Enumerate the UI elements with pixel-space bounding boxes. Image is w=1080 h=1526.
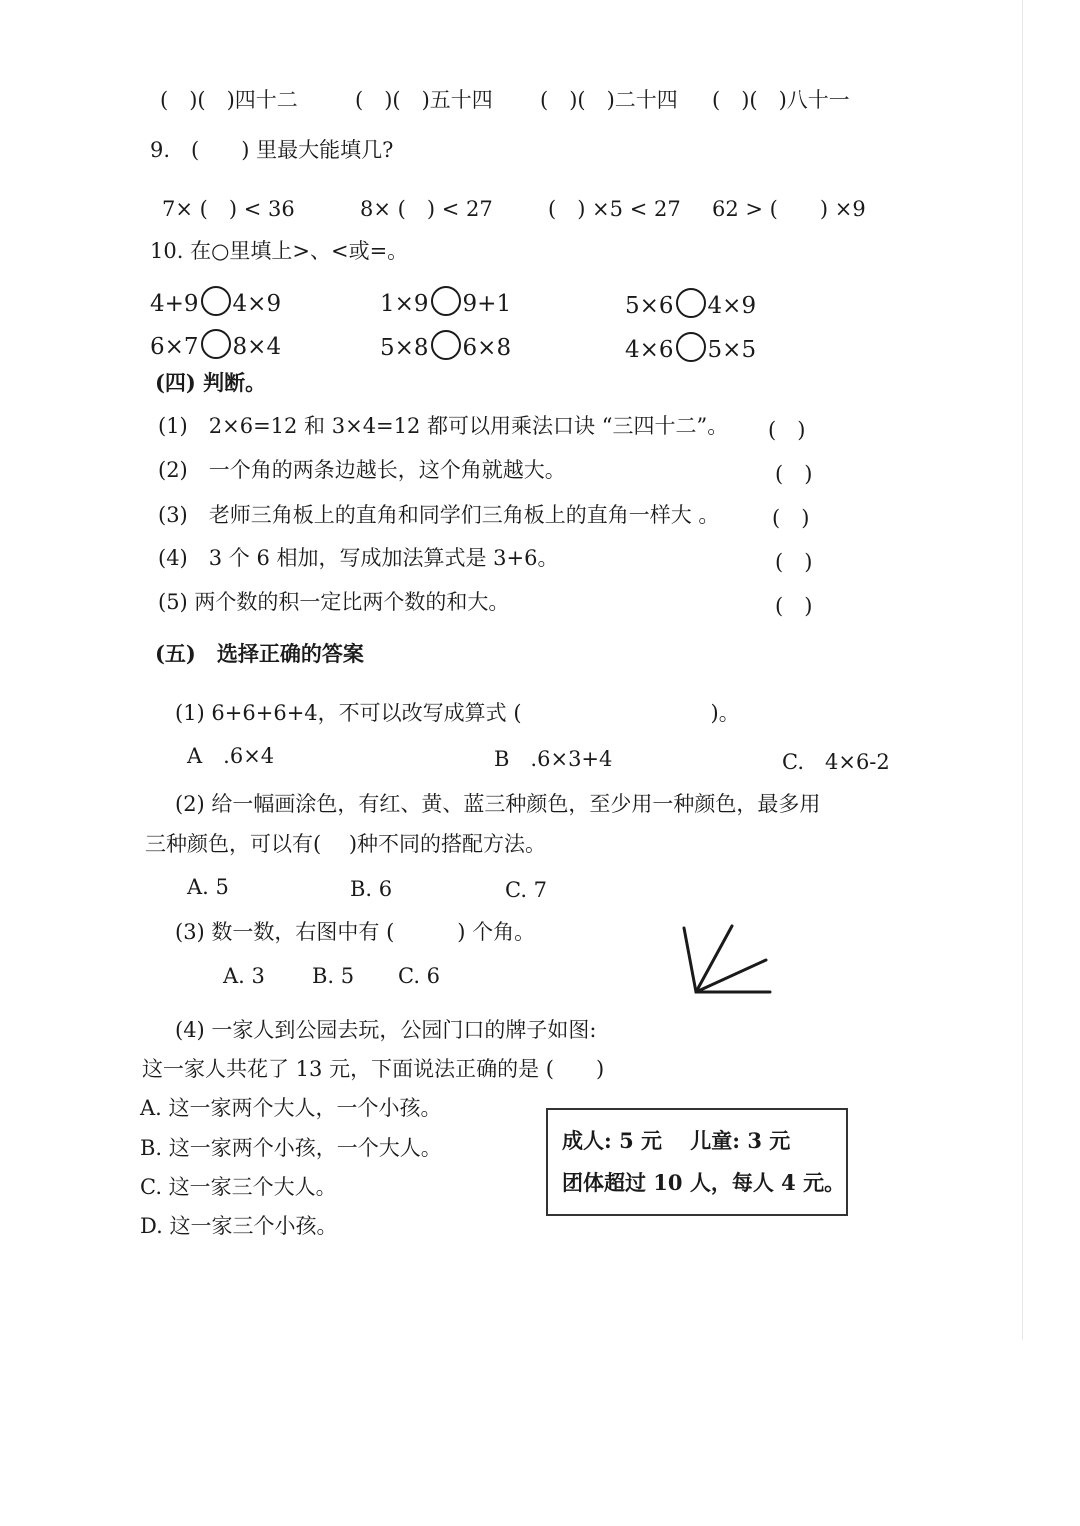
judge-item-1: (1) 2×6=12 和 3×4=12 都可以用乘法口诀 “三四十二”。 (158, 414, 729, 438)
compare-right: 4×9 (707, 293, 757, 319)
choice-q1-option-a[interactable]: A .6×4 (187, 744, 275, 768)
angle-figure (676, 918, 776, 998)
compare-left: 4×6 (625, 337, 674, 363)
angle-ray-3 (696, 960, 766, 992)
compare-left: 5×8 (380, 335, 429, 361)
judge-answer-3[interactable]: ( ) (772, 506, 810, 530)
q8-item-1: ( )( )四十二 (160, 88, 298, 112)
q8-item-4: ( )( )八十一 (712, 88, 850, 112)
choice-q2-option-a[interactable]: A. 5 (187, 875, 229, 899)
compare-item-5 (380, 330, 511, 360)
choice-q4-option-c[interactable]: C. 这一家三个大人。 (140, 1175, 337, 1199)
choice-q4-stem-line2: 这一家人共花了 13 元，下面说法正确的是 ( ) (142, 1057, 605, 1081)
blank-circle[interactable] (201, 329, 231, 359)
blank-circle[interactable] (431, 330, 461, 360)
compare-item-4 (150, 329, 281, 359)
judge-item-2: (2) 一个角的两条边越长，这个角就越大。 (158, 458, 566, 482)
choice-q2-option-c[interactable]: C. 7 (505, 878, 548, 902)
choice-q3-option-c[interactable]: C. 6 (398, 964, 441, 988)
section4-title: (四) 判断。 (155, 370, 267, 395)
compare-item-3 (625, 288, 756, 318)
angle-ray-1 (684, 928, 696, 992)
judge-item-3: (3) 老师三角板上的直角和同学们三角板上的直角一样大 。 (158, 503, 720, 527)
judge-answer-5[interactable]: ( ) (775, 594, 813, 618)
choice-q1-option-c[interactable]: C. 4×6-2 (782, 750, 890, 774)
choice-q3-stem: (3) 数一数，右图中有 ( ) 个角。 (175, 920, 536, 944)
choice-q2-stem-line2: 三种颜色，可以有( )种不同的搭配方法。 (145, 832, 547, 856)
choice-q2-option-b[interactable]: B. 6 (350, 877, 393, 901)
q9-item-4: 62 > ( ) ×9 (712, 197, 866, 221)
blank-circle[interactable] (676, 288, 706, 318)
choice-q3-option-b[interactable]: B. 5 (312, 964, 355, 988)
blank-circle[interactable] (676, 332, 706, 362)
choice-q3-option-a[interactable]: A. 3 (223, 964, 265, 988)
compare-right: 9+1 (462, 291, 512, 317)
compare-right: 6×8 (462, 335, 512, 361)
judge-item-5: (5) 两个数的积一定比两个数的和大。 (158, 590, 510, 614)
choice-q1-stem: (1) 6+6+6+4，不可以改写成算式 ( )。 (175, 701, 740, 725)
q9-item-2: 8× ( ) < 27 (360, 197, 493, 221)
compare-left: 1×9 (380, 291, 429, 317)
choice-q4-stem-line1: (4) 一家人到公园去玩，公园门口的牌子如图: (175, 1018, 597, 1042)
q8-item-3: ( )( )二十四 (540, 88, 678, 112)
judge-answer-4[interactable]: ( ) (775, 550, 813, 574)
judge-answer-1[interactable]: ( ) (768, 418, 806, 442)
compare-item-1 (150, 286, 281, 316)
judge-answer-2[interactable]: ( ) (775, 462, 813, 486)
compare-left: 4+9 (150, 291, 199, 317)
q10-title: 10. 在○里填上>、<或=。 (150, 239, 409, 263)
q8-item-2: ( )( )五十四 (355, 88, 493, 112)
angle-ray-2 (696, 926, 732, 992)
q9-title: 9. ( ) 里最大能填几? (150, 138, 394, 162)
park-price-sign (546, 1108, 848, 1216)
compare-left: 5×6 (625, 293, 674, 319)
q9-item-1: 7× ( ) < 36 (162, 197, 295, 221)
q9-item-3: ( ) ×5 < 27 (548, 197, 681, 221)
choice-q2-stem-line1: (2) 给一幅画涂色，有红、黄、蓝三种颜色，至少用一种颜色，最多用 (175, 792, 821, 816)
choice-q4-option-a[interactable]: A. 这一家两个大人，一个小孩。 (140, 1096, 442, 1120)
choice-q4-option-b[interactable]: B. 这一家两个小孩，一个大人。 (140, 1136, 442, 1160)
compare-right: 5×5 (707, 337, 757, 363)
compare-left: 6×7 (150, 334, 199, 360)
scan-edge-line (1022, 0, 1023, 1340)
choice-q1-option-b[interactable]: B .6×3+4 (494, 747, 613, 771)
compare-right: 4×9 (232, 291, 282, 317)
section5-title: (五) 选择正确的答案 (155, 641, 364, 666)
judge-item-4: (4) 3 个 6 相加，写成加法算式是 3+6。 (158, 546, 559, 570)
compare-item-2 (380, 286, 511, 316)
compare-item-6 (625, 332, 756, 362)
choice-q4-option-d[interactable]: D. 这一家三个小孩。 (140, 1214, 338, 1238)
blank-circle[interactable] (201, 286, 231, 316)
price-sign-line2: 团体超过 10 人，每人 4 元。 (562, 1170, 846, 1195)
blank-circle[interactable] (431, 286, 461, 316)
compare-right: 8×4 (232, 334, 282, 360)
price-sign-line1: 成人: 5 元 儿童: 3 元 (562, 1128, 791, 1153)
